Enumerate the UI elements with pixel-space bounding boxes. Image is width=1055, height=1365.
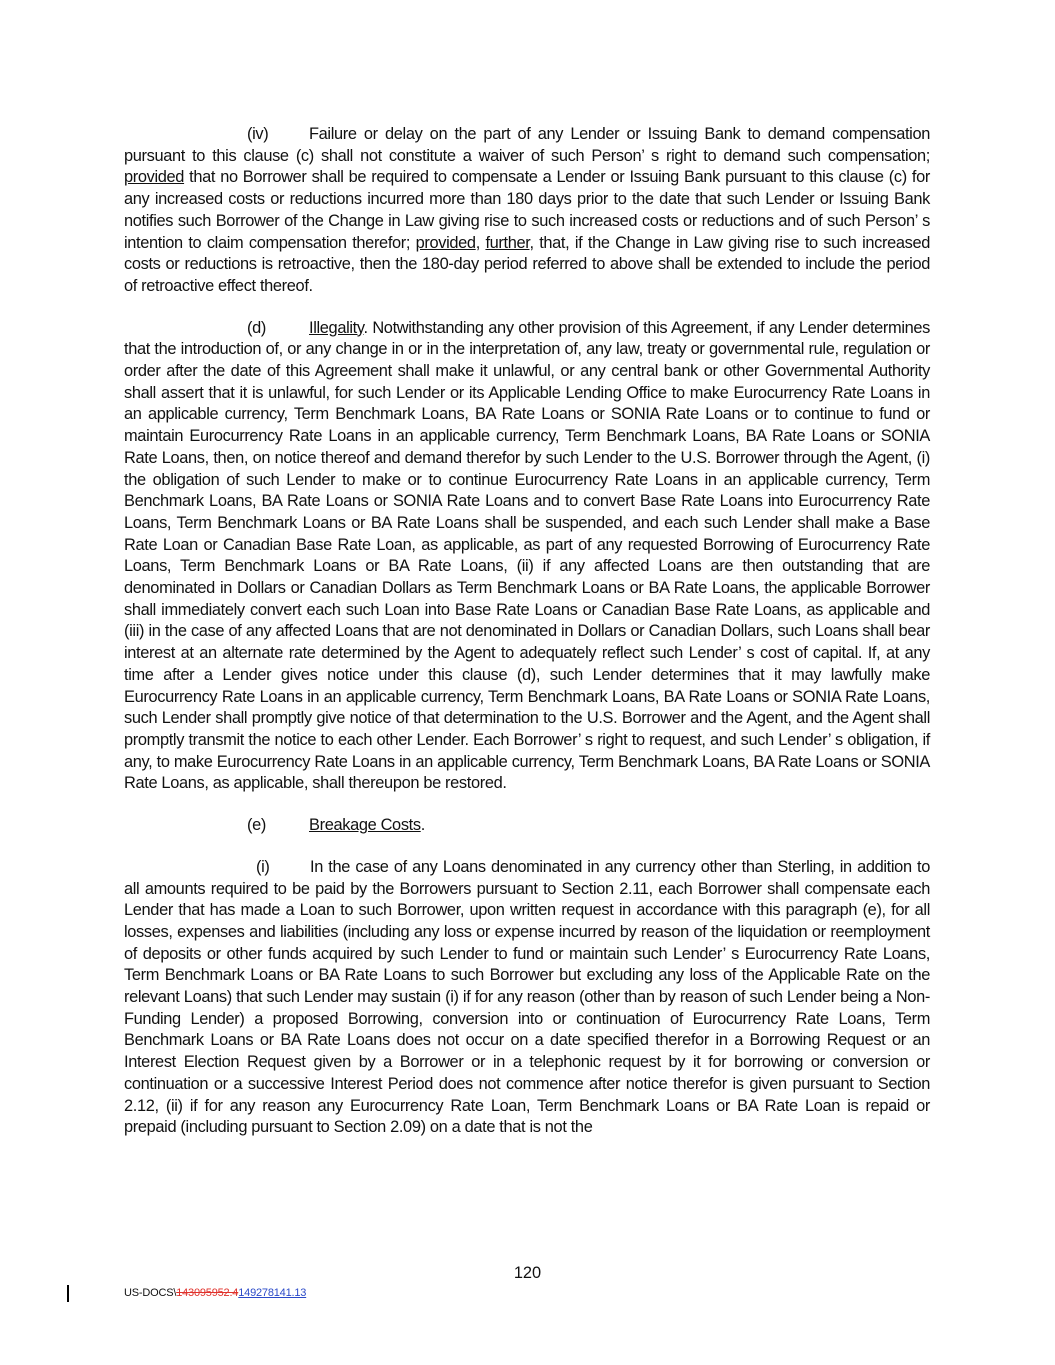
paragraph-text: , that, if the Change in Law giving rise to such increased costs or reductions is retroactive, then the 180-day period referred to above shall be extended to include the period of retroactive effect thereof. (124, 233, 930, 295)
paragraph-text: that no Borrower shall be required to compensate a Lender or Issuing Bank pursuant to this clause (c) for any increased costs or reductions incurred more than 180 days prior to the date that such Lender or Issuing Bank notifies such Borrower of the Change in Law giving rise to such increased costs or reductions and of such Person’ s intention to claim compensation therefor; (124, 168, 930, 252)
paragraph-e-heading (124, 815, 930, 837)
page-number: 120 (513, 1264, 542, 1282)
paragraph-iv (124, 124, 930, 298)
underlined-term: further (485, 233, 530, 252)
paragraph-d-illegality (124, 318, 930, 795)
paragraph-text: , (475, 233, 486, 252)
section-title: Breakage Costs (309, 816, 421, 835)
paragraph-text: Failure or delay on the part of any Lender or Issuing Bank to demand compensation pursuant to this clause (c) shall not constitute a waiver of such Person’ s right to demand such compensation; (124, 125, 930, 165)
paragraph-text: . (420, 816, 425, 835)
document-body (124, 124, 930, 1159)
paragraph-number: (e) (247, 816, 266, 835)
document-footer (124, 1287, 306, 1299)
footer-doc-prefix: US-DOCS\ (124, 1287, 177, 1299)
paragraph-text: In the case of any Loans denominated in any currency other than Sterling, in addition to all amounts required to be paid by the Borrowers pursuant to Section 2.11, each Borrower shall compensate each Lender that has made a Loan to such Borrower, upon written request in accordance with this paragraph (e), for all losses, expenses and liabilities (including any loss or expense incurred by reason of the liquidation or reemployment of deposits or other funds acquired by such Lender to fund or maintain such Lender’ s Eurocurrency Rate Loans, Term Benchmark Loans or BA Rate Loans to such Borrower but excluding any loss of the Applicable Rate on the relevant Loans) that such Lender may sustain (i) if for any reason (other than by reason of such Lender being a Non-Funding Lender) a proposed Borrowing, conversion into or continuation of Eurocurrency Rate Loans, Term Benchmark Loans or BA Rate Loans does not occur on a date specified therefor in a Borrowing Request or an Interest Election Request given by a Borrower or in a telephonic request by it for borrowing or conversion or continuation or a successive Interest Period does not commence after notice therefor is given pursuant to Section 2.12, (ii) if for any reason any Eurocurrency Rate Loan, Term Benchmark Loans or BA Rate Loan is repaid or prepaid (including pursuant to Section 2.09) on a date that is not the (124, 857, 930, 1137)
footer-inserted-id: 149278141.13 (238, 1287, 307, 1299)
footer-deleted-id: 143095952.4 (176, 1287, 239, 1299)
paragraph-number: (iv) (247, 125, 269, 143)
paragraph-number: (i) (256, 857, 270, 876)
section-title: Illegality (309, 318, 364, 337)
paragraph-e-i (124, 857, 930, 1139)
change-bar (67, 1285, 69, 1302)
paragraph-number: (d) (247, 318, 266, 337)
underlined-term: provided (124, 168, 185, 187)
paragraph-text: . Notwithstanding any other provision of this Agreement, if any Lender determines that the introduction of, or any change in or in the interpretation of, any law, treaty or governmental rule, regulation or order after the date of this Agreement shall make it unlawful, or any central bank or other Governmental Authority shall assert that it is unlawful, for such Lender or its Applicable Lending Office to make Eurocurrency Rate Loans in an applicable currency, Term Benchmark Loans, BA Rate Loans or SONIA Rate Loans or to continue to fund or maintain Eurocurrency Rate Loans in an applicable currency, Term Benchmark Loans, BA Rate Loans or SONIA Rate Loans, then, on notice thereof and demand therefor by such Lender to the U.S. Borrower through the Agent, (i) the obligation of such Lender to make or to continue Eurocurrency Rate Loans in an applicable currency, Term Benchmark Loans, BA Rate Loans or SONIA Rate Loans and to convert Base Rate Loans into Eurocurrency Rate Loans, Term Benchmark Loans or BA Rate Loans shall be suspended, and each such Lender shall make a Base Rate Loan or Canadian Base Rate Loan, as applicable, as part of any requested Borrowing of Eurocurrency Rate Loans, Term Benchmark Loans or BA Rate Loans, (ii) if any affected Loans are then outstanding that are denominated in Dollars or Canadian Dollars as Term Benchmark Loans or BA Rate Loans, the applicable Borrower shall immediately convert each such Loan into Base Rate Loans or Canadian Base Rate Loans, as applicable and (iii) in the case of any affected Loans that are not denominated in Dollars or Canadian Dollars, such Loans shall bear interest at an alternate rate determined by the Agent to adequately reflect such Lender’ s cost of capital. If, at any time after a Lender gives notice under this clause (d), such Lender determines that it may lawfully make Eurocurrency Rate Loans in an applicable currency, Term Benchmark Loans, BA Rate Loans or SONIA Rate Loans, such Lender shall promptly give notice of that determination to the U.S. Borrower and the Agent, and the Agent shall promptly transmit the notice to each other Lender. Each Borrower’ s right to request, and such Lender’ s obligation, if any, to make Eurocurrency Rate Loans in an applicable currency, Term Benchmark Loans, BA Rate Loans or SONIA Rate Loans, as applicable, shall thereupon be restored. (124, 318, 930, 793)
underlined-term: provided (415, 233, 476, 252)
